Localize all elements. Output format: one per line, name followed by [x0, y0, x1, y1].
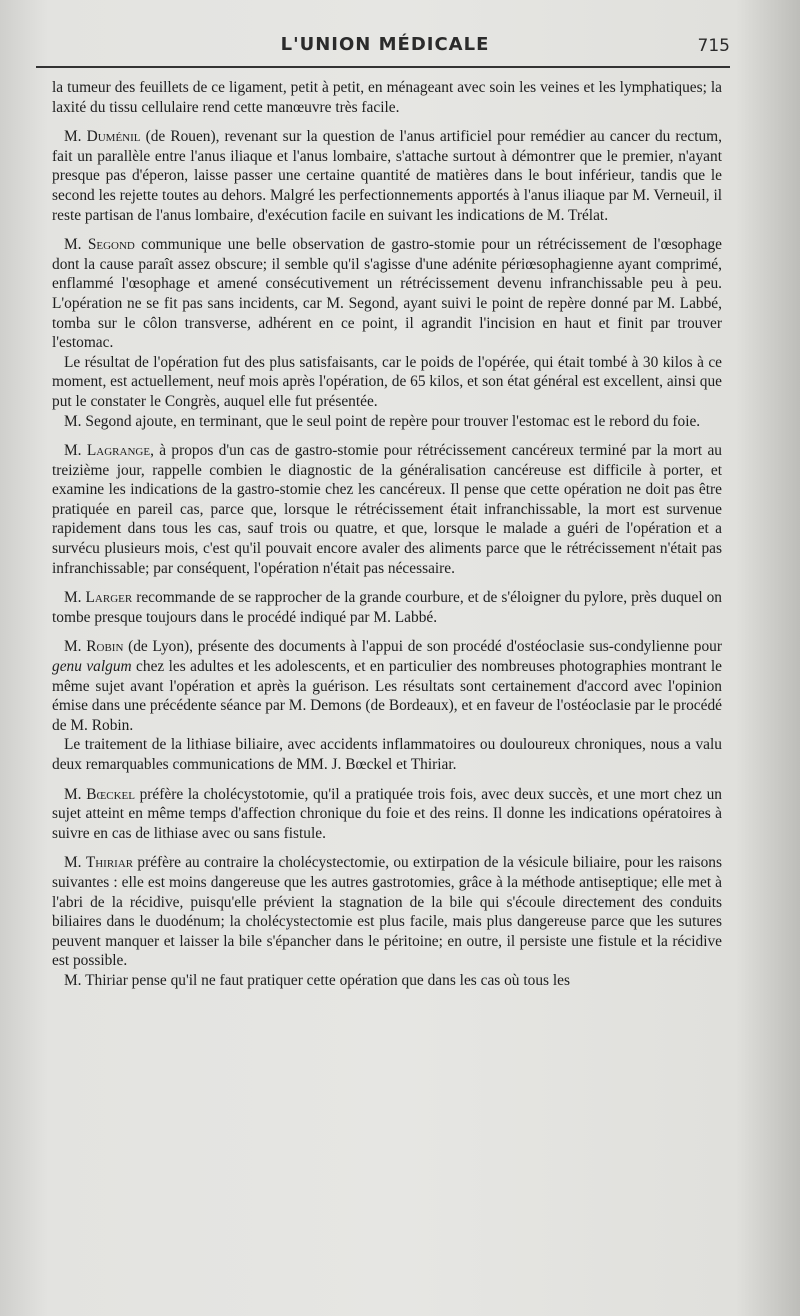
paragraph-segond: M. Segond communique une belle observation de gastro-stomie pour un rétrécissement de l'œsophage dont la cause paraît assez obscure; il semble qu'il s'agisse d'une adénite périœsophagienne ayant comprimé, enflammé l'œsophage et amené consécutivement un rétrécissement devenu infranchissable peu à peu. L'opération ne se fit pas sans incidents, car M. Segond, ayant suivi le point de repère donné par M. Labbé, tomba sur le côlon transverse, adhérent en ce point, il agrandit l'incision en haut et finit par trouver l'estomac. — [52, 236, 722, 352]
paragraph-boeckel: M. Bœckel préfère la cholécystotomie, qu'il a pratiquée trois fois, avec deux succès, et une mort chez un sujet atteint en même temps d'affection chronique du foie et des reins. Il donne les indications opératoires à suivre en cas de lithiase avec ou sans fistule. — [52, 785, 722, 842]
author-name: Thiriar — [85, 854, 134, 872]
paragraph-result: Le résultat de l'opération fut des plus satisfaisants, car le poids de l'opérée, qui était tombé à 30 kilos à ce moment, est actuellement, neuf mois après l'opération, de 65 kilos, et son état général est excellent, ainsi que put le constater le Congrès, auquel elle fut présentée. — [52, 353, 722, 410]
paragraph-segond-addition: M. Segond ajoute, en terminant, que le seul point de repère pour trouver l'estomac est le rebord du foie. — [64, 412, 701, 430]
author-name: Lagrange — [86, 442, 151, 460]
paragraph-thiriar: M. Thiriar préfère au contraire la cholécystectomie, ou extirpation de la vésicule biliaire, pour les raisons suivantes : elle est moins dangereuse que les autres gastrotomies, grâce à la méthode antiseptique; elle met à l'abri de la récidive, puisqu'elle prévient la stagnation de la bile qui s'écoule directement des conduits biliaires dans le duodénum; la cholécystectomie est plus facile, mais plus dangereuse parce que les sutures peuvent manquer et laisser la bile s'épancher dans le péritoine; en outre, il persiste une fistule et la récidive est possible. — [52, 854, 722, 970]
page-header — [40, 30, 730, 70]
paragraph-thiriar-continued: M. Thiriar pense qu'il ne faut pratiquer cette opération que dans les cas où tous les — [64, 971, 570, 989]
italic-term: genu valgum — [52, 658, 132, 676]
author-name: Larger — [85, 589, 133, 607]
paragraph-larger: M. Larger recommande de se rapprocher de la grande courbure, et de s'éloigner du pylore, près duquel on tombe presque toujours dans le procédé indiqué par M. Labbé. — [52, 589, 722, 626]
author-name: Robin — [86, 638, 124, 656]
author-name: Bœckel — [86, 785, 135, 803]
header-rule — [36, 66, 730, 68]
page-number: 715 — [697, 36, 730, 56]
paragraph-robin: M. Robin (de Lyon), présente des documents à l'appui de son procédé d'ostéoclasie sus-condylienne pour genu valgum chez les adultes et les adolescents, et en particulier des nombreuses photographies montrant le même sujet avant l'opération et après la guérison. Les résultats sont certainement d'accord avec l'opinion émise dans une précédente séance par M. Demons (de Bordeaux), et en faveur de l'ostéoclasie par le procédé de M. Robin. — [52, 638, 723, 734]
author-name: Duménil — [86, 128, 141, 146]
author-name: Segond — [87, 236, 135, 254]
article-body — [52, 78, 722, 991]
running-title: L'UNION MÉDICALE — [280, 34, 490, 55]
paragraph-dumenil: M. Duménil (de Rouen), revenant sur la question de l'anus artificiel pour remédier au cancer du rectum, fait un parallèle entre l'anus iliaque et l'anus lombaire, s'attache surtout à démontrer que le premier, n'ayant presque pas d'éperon, laisse passer une certaine quantité de matières dans le bout inférieur, tandis que le second les rejette toutes au dehors. Malgré les perfectionnements apportés à l'anus iliaque par M. Verneuil, il reste partisan de l'anus lombaire, d'exécution facile en suivant les indications de M. Trélat. — [52, 128, 722, 224]
paragraph-lagrange: M. Lagrange, à propos d'un cas de gastro-stomie pour rétrécissement cancéreux terminé par la mort au treizième jour, rappelle combien le diagnostic de la généralisation cancéreuse est difficile à porter, et examine les indications de la gastro-stomie chez les cancéreux. Il pense que cette opération ne doit pas être pratiquée en pareil cas, parce que, lorsque le rétrécissement était infranchissable, la mort est survenue rapidement dans tous les cas, sauf trois ou quatre, et que, lorsque le malade a guéri de l'opération et a survécu plusieurs mois, c'est qu'il pouvait encore avaler des aliments parce que le rétrécissement n'était pas infranchissable; par conséquent, l'opération n'était pas nécessaire. — [52, 442, 722, 577]
paragraph-1: la tumeur des feuillets de ce ligament, petit à petit, en ménageant avec soin les veines et les lymphatiques; la laxité du tissu cellulaire rend cette manœuvre très facile. — [52, 79, 722, 116]
paragraph-lithiase: Le traitement de la lithiase biliaire, avec accidents inflammatoires ou douloureux chroniques, nous a valu deux remarquables communications de MM. J. Bœckel et Thiriar. — [52, 736, 722, 773]
